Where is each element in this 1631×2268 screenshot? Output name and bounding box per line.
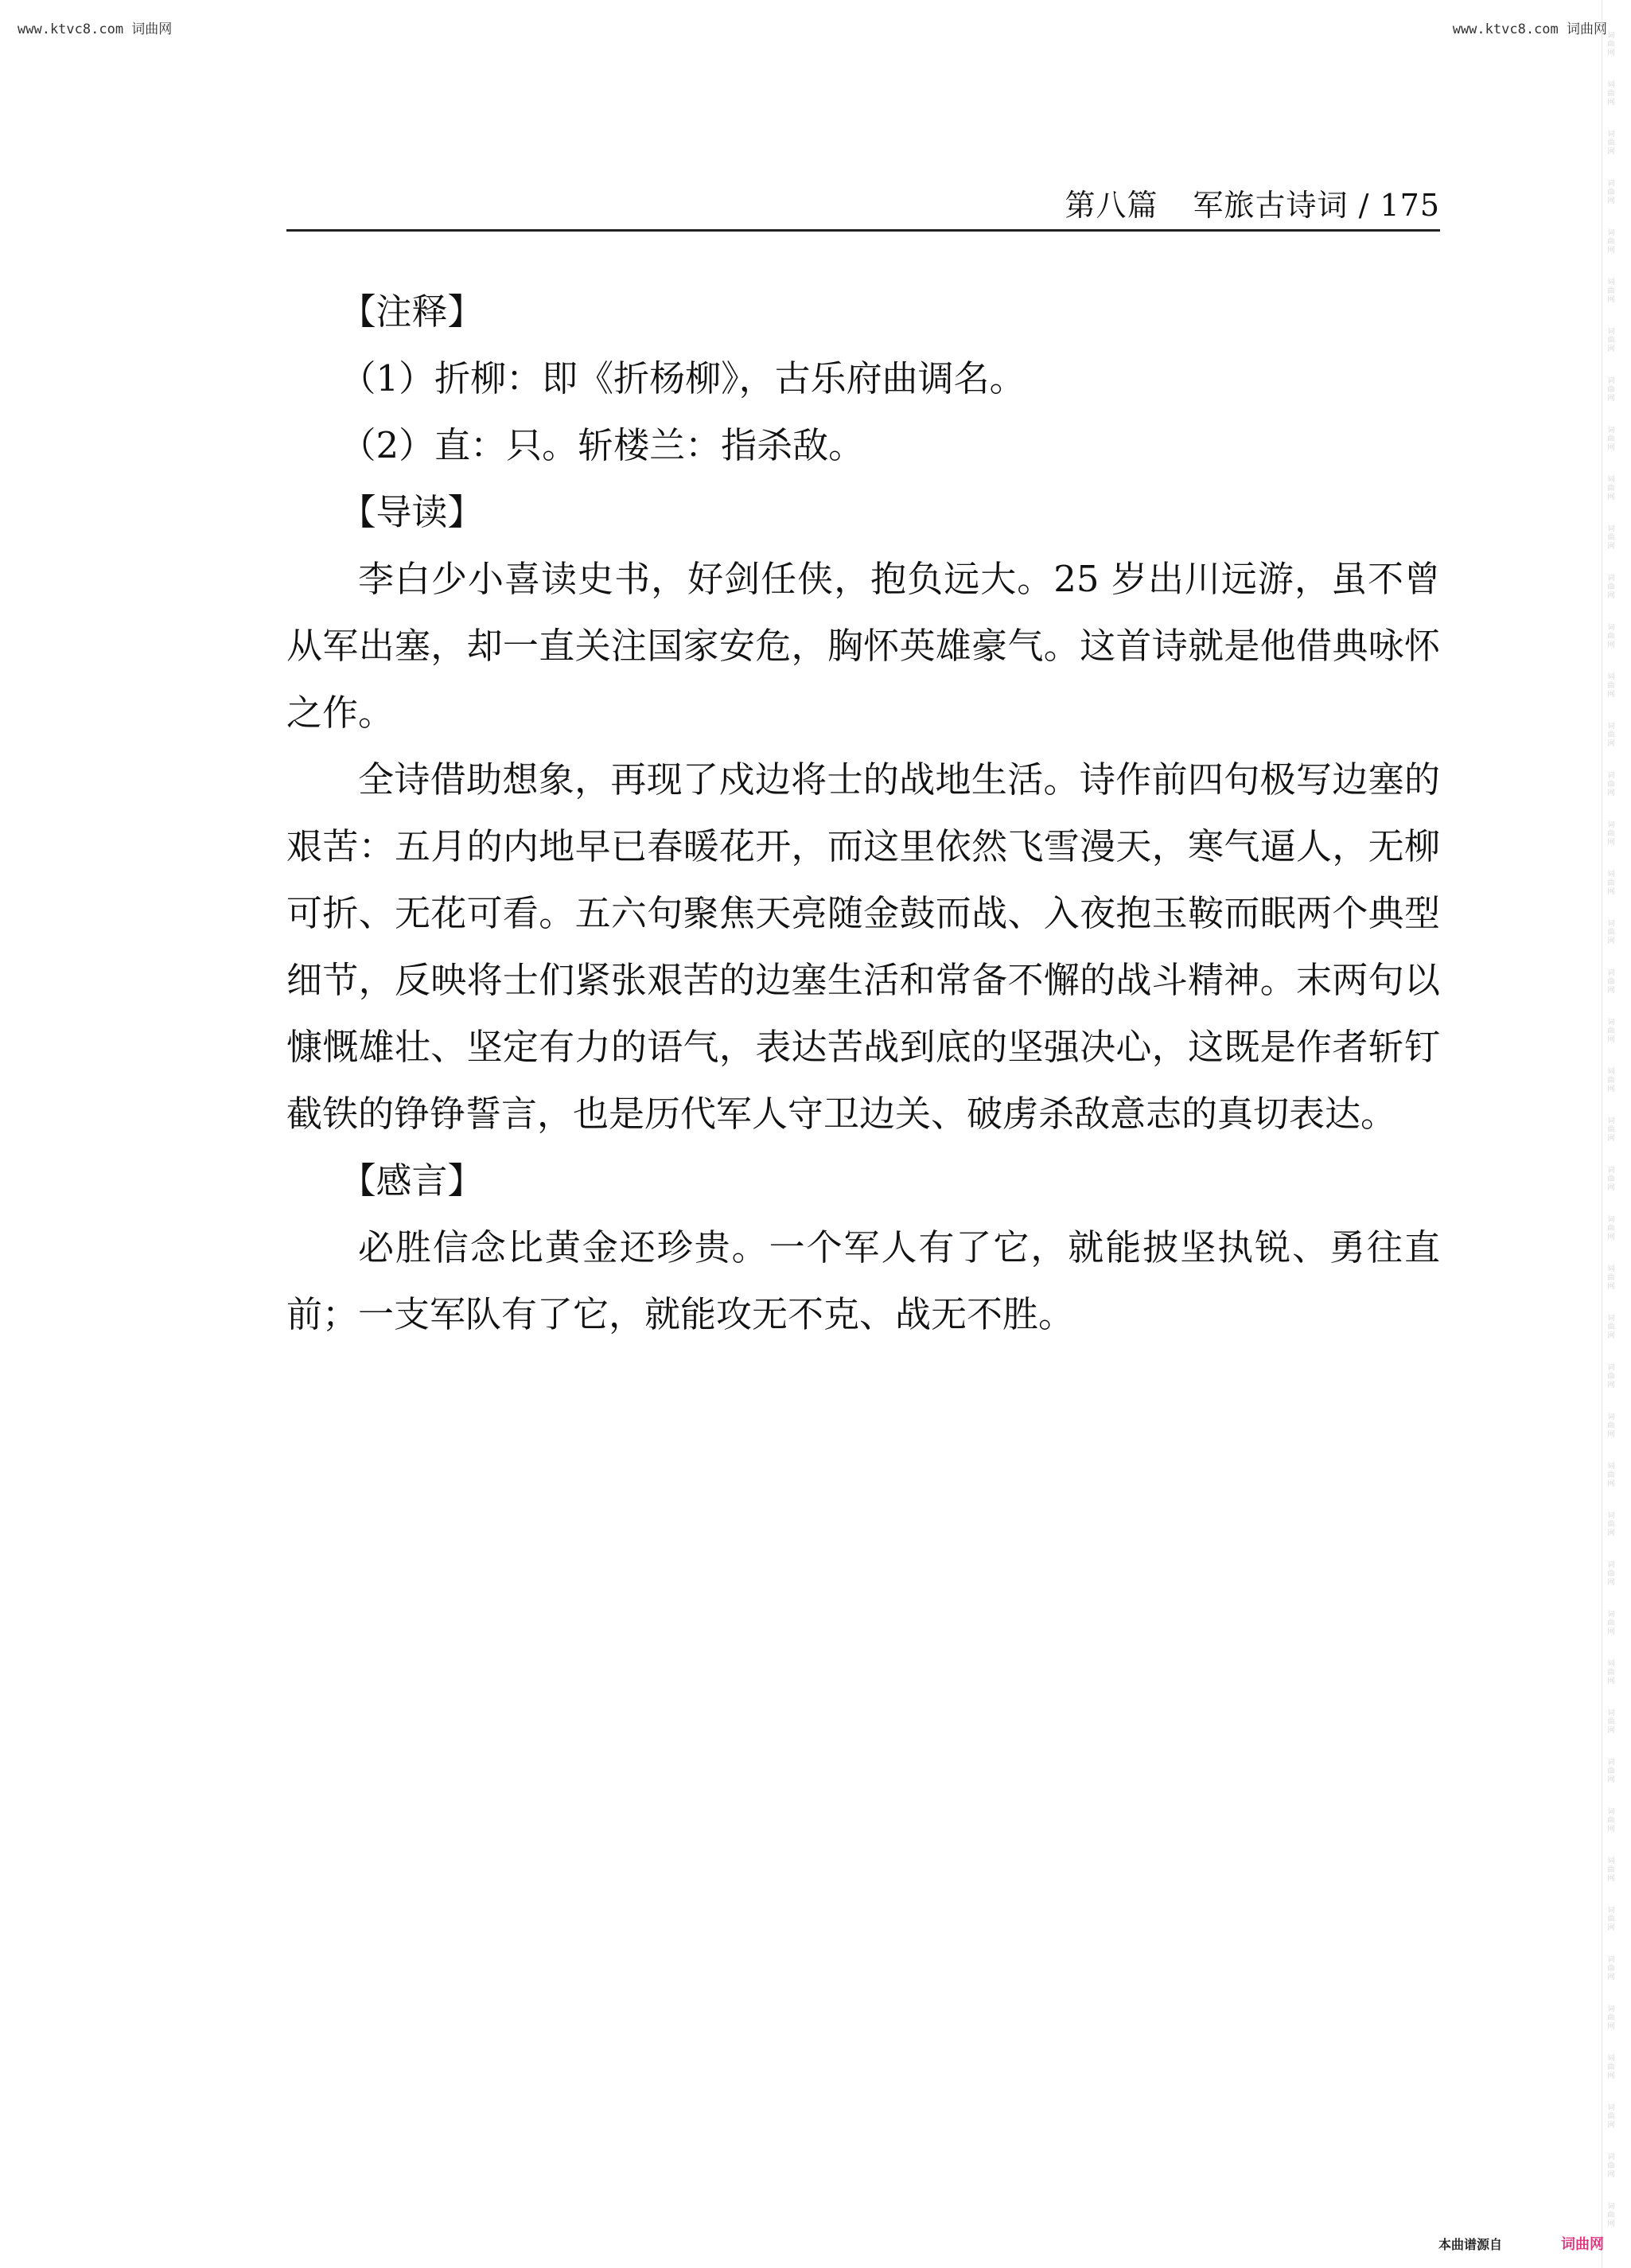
side-watermark-mark: 词曲网 — [1607, 1512, 1615, 1537]
side-watermark-mark: 词曲网 — [1607, 328, 1615, 353]
side-watermark-mark: 词曲网 — [1607, 1611, 1615, 1636]
side-watermark-mark: 词曲网 — [1607, 1068, 1615, 1093]
side-watermark-mark: 词曲网 — [1607, 1413, 1615, 1439]
watermark-top-right: www.ktvc8.com 词曲网 — [1452, 21, 1607, 37]
note-item-2: （2）直：只。斩楼兰：指杀敌。 — [340, 424, 865, 466]
side-watermark-mark: 词曲网 — [1607, 1265, 1615, 1291]
page-number: / 175 — [1358, 188, 1440, 223]
side-watermark-mark: 词曲网 — [1607, 624, 1615, 649]
side-watermark-mark: 词曲网 — [1607, 229, 1615, 255]
running-head-section: 第八篇 — [1065, 188, 1158, 223]
side-watermark-mark: 词曲网 — [1607, 1216, 1615, 1241]
side-watermark-mark: 词曲网 — [1607, 723, 1615, 748]
side-watermark-mark: 词曲网 — [1607, 969, 1615, 995]
running-head-title — [1065, 181, 1440, 224]
side-watermark-mark: 词曲网 — [1607, 575, 1615, 600]
side-watermark-mark: 词曲网 — [1607, 377, 1615, 403]
side-watermark-mark: 词曲网 — [1607, 180, 1615, 205]
footer-source-label: 本曲谱源自 — [1438, 2237, 1503, 2252]
side-watermark-mark: 词曲网 — [1607, 1857, 1615, 1883]
side-watermark-mark: 词曲网 — [1607, 2104, 1615, 2130]
side-watermark-mark: 词曲网 — [1607, 476, 1615, 501]
reflection-heading: 【感言】 — [340, 1159, 484, 1202]
side-watermark-mark: 词曲网 — [1607, 1315, 1615, 1340]
side-watermark-mark: 词曲网 — [1607, 1660, 1615, 1685]
side-watermark-mark: 词曲网 — [1607, 2153, 1615, 2179]
side-watermark-mark: 词曲网 — [1607, 131, 1615, 156]
guide-heading: 【导读】 — [340, 491, 484, 533]
side-watermark-mark: 词曲网 — [1607, 1561, 1615, 1587]
side-watermark-mark: 词曲网 — [1607, 1167, 1615, 1192]
side-watermark-mark: 词曲网 — [1607, 1364, 1615, 1389]
reflection-paragraph-1: 必胜信念比黄金还珍贵。一个军人有了它，就能披坚执锐、勇往直前；一支军队有了它，就能攻无不克、战无不胜。 — [286, 1226, 1440, 1335]
side-watermark-mark: 词曲网 — [1607, 1019, 1615, 1044]
guide-paragraph-2: 全诗借助想象，再现了戍边将士的战地生活。诗作前四句极写边塞的艰苦：五月的内地早已春暖花开，而这里依然飞雪漫天，寒气逼人，无柳可折、无花可看。五六句聚焦天亮随金鼓而战、入夜抱玉鞍而眠两个典型细节，反映将士们紧张艰苦的边塞生活和常备不懈的战斗精神。末两句以慷慨雄壮、坚定有力的语气，表达苦战到底的坚强决心，这既是作者斩钉截铁的铮铮誓言，也是历代军人守卫边关、破虏杀敌意志的真切表达。 — [286, 758, 1440, 1135]
side-watermark-mark: 词曲网 — [1607, 2005, 1615, 2031]
side-watermark-mark: 词曲网 — [1607, 1463, 1615, 1488]
footer-site-logo: 词曲网 — [1561, 2236, 1604, 2253]
side-watermark-mark: 词曲网 — [1607, 772, 1615, 797]
side-watermark-mark: 词曲网 — [1607, 1709, 1615, 1735]
side-watermark-mark: 词曲网 — [1607, 32, 1615, 57]
side-watermark-strip — [1602, 0, 1620, 2268]
side-watermark-mark: 词曲网 — [1607, 81, 1615, 107]
side-watermark-mark: 词曲网 — [1607, 871, 1615, 896]
note-item-1: （1）折柳：即《折杨柳》，古乐府曲调名。 — [340, 357, 1026, 399]
side-watermark-mark: 词曲网 — [1607, 1759, 1615, 1784]
notes-heading: 【注释】 — [340, 290, 484, 333]
side-watermark-mark: 词曲网 — [1607, 427, 1615, 452]
side-watermark-mark: 词曲网 — [1607, 673, 1615, 699]
side-watermark-mark: 词曲网 — [1607, 1956, 1615, 1982]
watermark-top-left: www.ktvc8.com 词曲网 — [18, 21, 173, 37]
side-watermark-mark: 词曲网 — [1607, 1117, 1615, 1143]
side-watermark-mark: 词曲网 — [1607, 1907, 1615, 1932]
guide-paragraph-1: 李白少小喜读史书，好剑任侠，抱负远大。25 岁出川远游，虽不曾从军出塞，却一直关注国家安危，胸怀英雄豪气。这首诗就是他借典咏怀之作。 — [286, 558, 1440, 734]
page-content — [286, 279, 1440, 1348]
side-watermark-mark: 词曲网 — [1607, 279, 1615, 304]
side-watermark-mark: 词曲网 — [1607, 525, 1615, 551]
running-head — [286, 181, 1440, 232]
side-watermark-mark: 词曲网 — [1607, 821, 1615, 847]
side-watermark-mark: 词曲网 — [1607, 2203, 1615, 2228]
side-watermark-mark: 词曲网 — [1607, 1808, 1615, 1833]
running-head-book-title: 军旅古诗词 — [1193, 188, 1349, 223]
side-watermark-mark: 词曲网 — [1607, 920, 1615, 945]
side-watermark-mark: 词曲网 — [1607, 2055, 1615, 2080]
